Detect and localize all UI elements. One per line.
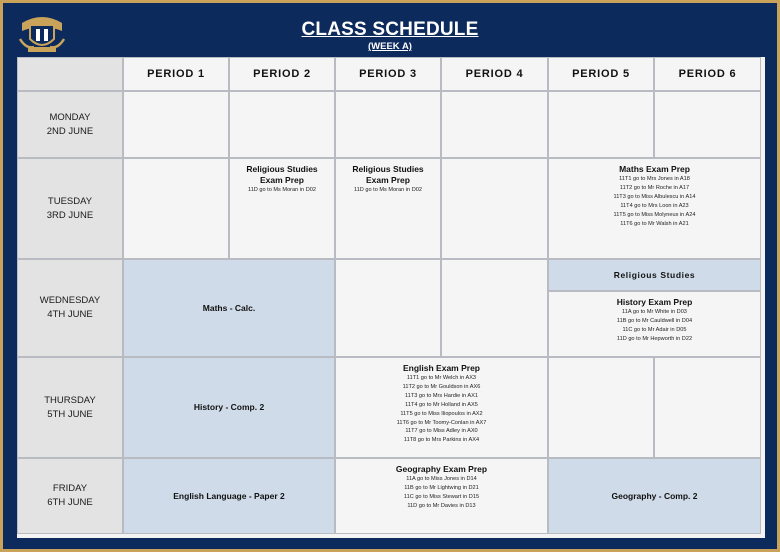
day-date: 5TH JUNE [47,408,93,420]
empty-cell [335,91,441,158]
session-line: 11T5 go to Miss Molyneux in A24 [613,211,696,218]
day-friday [17,458,123,534]
empty-cell [229,91,335,158]
period-header: PERIOD 4 [441,57,548,91]
day-thursday [17,357,123,458]
day-name: THURSDAY [44,394,96,406]
session-geography-comp-2 [548,458,761,534]
period-header: PERIOD 3 [335,57,441,91]
session-title: Exam Prep [260,175,304,185]
day-wednesday [17,259,123,357]
session-title: Religious Studies [246,164,318,174]
session-line: 11D go to Ms Moran in D02 [248,187,316,193]
session-line: 11T3 go to Miss Albulescu in A14 [613,193,696,200]
day-name: WEDNESDAY [39,295,101,306]
session-line: 11D go to Mr Hepworth in D22 [616,335,693,342]
period-header: PERIOD 1 [123,57,229,91]
empty-cell [548,357,654,458]
session-geography-exam-prep [335,458,548,534]
session-religious-studies-p3 [335,158,441,259]
session-history-comp-2 [123,357,335,458]
session-title: Geography - Comp. 2 [611,490,698,501]
empty-cell [441,91,548,158]
empty-cell [123,91,229,158]
session-title: English Language - Paper 2 [173,490,285,501]
session-line: 11T6 go to Mr Toomy-Conlan in AX7 [396,419,487,426]
session-line: 11T8 go to Mrs Parkins in AX4 [403,437,480,444]
empty-cell [123,158,229,259]
session-history-exam-prep [548,291,761,357]
session-line: 11T2 go to Mr Gouldson in AX6 [402,383,481,390]
day-tuesday [17,158,123,259]
session-title: History Exam Prep [616,297,693,307]
session-title: Religious Studies [352,164,424,174]
session-line: 11T4 go to Mrs Loon in A23 [620,202,689,209]
session-line: 11B go to Mr Lightwing in D21 [404,484,479,491]
day-date: 3RD JUNE [46,209,94,221]
session-line: 11C go to Mr Adair in D05 [622,326,687,333]
session-title: Maths - Calc. [202,302,256,313]
session-line: 11T4 go to Mr Holland in AX5 [405,401,478,408]
period-header: PERIOD 5 [548,57,654,91]
empty-cell [441,158,548,259]
session-line: 11A go to Mr White in D03 [622,309,687,315]
page-title: CLASS SCHEDULE [301,19,479,40]
empty-cell [654,91,761,158]
day-date: 6TH JUNE [47,497,93,508]
session-title: History - Comp. 2 [193,402,265,412]
session-line: 11D go to Ms Moran in D02 [354,187,422,193]
schedule-table [17,57,765,538]
empty-cell [335,259,441,357]
session-line: 11A go to Miss Jones in D14 [406,476,477,482]
session-title: English Exam Prep [403,363,480,373]
session-line: 11T7 go to Miss Adley in AX0 [405,428,478,435]
session-english-exam-prep [335,357,548,458]
session-line: 11C go to Miss Stewart in D15 [403,493,480,500]
session-maths-calc [123,259,335,357]
session-line: 11T5 go to Miss Iliopoulos in AX2 [400,410,483,417]
empty-cell [654,357,761,458]
session-line: 11T1 go to Mrs Jones in A18 [619,176,690,182]
page-subtitle: (WEEK A) [368,41,412,52]
corner-cell [17,57,123,91]
session-line: 11D go to Mr Davies in D13 [407,502,476,509]
day-date: 4TH JUNE [47,309,93,320]
period-header: PERIOD 6 [654,57,761,91]
session-title: Maths Exam Prep [619,164,690,174]
session-maths-exam-prep [548,158,761,259]
session-religious-studies-p2 [229,158,335,259]
session-title: Exam Prep [366,175,410,185]
period-header: PERIOD 2 [229,57,335,91]
session-line: 11T3 go to Mrs Hardie in AX1 [405,392,478,399]
empty-cell [441,259,548,357]
day-name: FRIDAY [52,483,88,494]
session-religious-studies [548,259,761,291]
day-date: 2ND JUNE [46,125,94,137]
session-title: Geography Exam Prep [395,464,488,474]
session-line: 11B go to Mr Cauldwell in D04 [616,317,693,324]
session-line: 11T2 go to Mr Roche in A17 [619,184,690,191]
session-title: Religious Studies [613,269,696,280]
day-name: TUESDAY [47,195,93,207]
session-english-language-paper-2 [123,458,335,534]
day-monday [17,91,123,158]
day-name: MONDAY [49,111,91,123]
empty-cell [548,91,654,158]
session-line: 11T1 go to Mr Welch in AX3 [406,375,477,381]
session-line: 11T6 go to Mr Walsh in A21 [620,220,689,227]
